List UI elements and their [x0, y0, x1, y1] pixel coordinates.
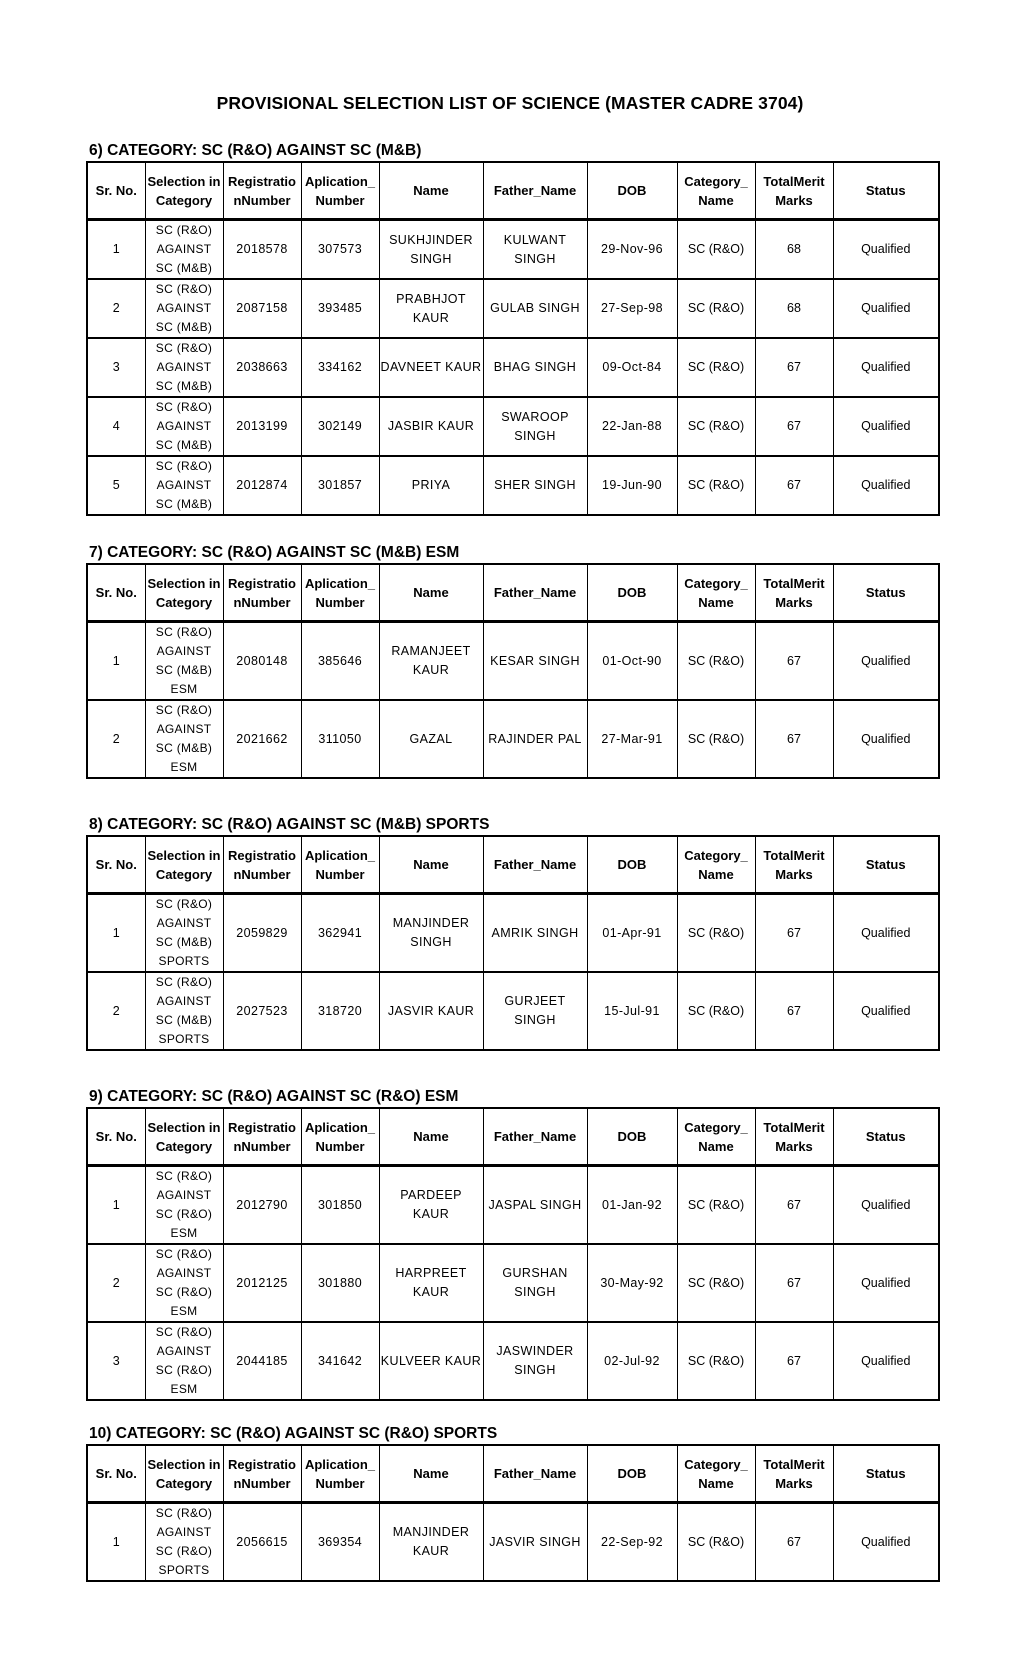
cell-application-number: 301857: [301, 456, 379, 515]
cell-category-name: SC (R&O): [677, 622, 755, 701]
cell-sr-no: 1: [87, 622, 145, 701]
section-6: [86, 140, 938, 516]
column-header-status: Status: [833, 836, 939, 894]
column-header-category-name: Category_ Name: [677, 1445, 755, 1503]
cell-sr-no: 2: [87, 279, 145, 338]
column-header-application-number: Aplication_ Number: [301, 162, 379, 220]
cell-total-merit-marks: 67: [755, 456, 833, 515]
cell-status: Qualified: [833, 338, 939, 397]
cell-sr-no: 2: [87, 1244, 145, 1322]
section-8: [86, 814, 938, 1051]
cell-selection-category: SC (R&O) AGAINST SC (M&B) SPORTS: [145, 894, 223, 973]
cell-category-name: SC (R&O): [677, 1166, 755, 1245]
section-heading: 9) CATEGORY: SC (R&O) AGAINST SC (R&O) ESM: [89, 1088, 459, 1105]
cell-dob: 15-Jul-91: [587, 972, 677, 1050]
cell-status: Qualified: [833, 456, 939, 515]
cell-selection-category: SC (R&O) AGAINST SC (M&B) SPORTS: [145, 972, 223, 1050]
column-header-dob: DOB: [587, 836, 677, 894]
column-header-name: Name: [379, 836, 483, 894]
cell-father-name: RAJINDER PAL: [483, 700, 587, 778]
cell-total-merit-marks: 67: [755, 1244, 833, 1322]
cell-application-number: 341642: [301, 1322, 379, 1400]
cell-sr-no: 5: [87, 456, 145, 515]
cell-dob: 22-Sep-92: [587, 1503, 677, 1582]
cell-name: JASBIR KAUR: [379, 397, 483, 456]
cell-registration-number: 2012874: [223, 456, 301, 515]
cell-status: Qualified: [833, 1322, 939, 1400]
header-row: [87, 162, 939, 220]
column-header-father-name: Father_Name: [483, 1108, 587, 1166]
cell-selection-category: SC (R&O) AGAINST SC (M&B): [145, 220, 223, 280]
column-header-dob: DOB: [587, 1445, 677, 1503]
selection-table: [86, 835, 940, 1051]
cell-name: SUKHJINDER SINGH: [379, 220, 483, 280]
cell-total-merit-marks: 67: [755, 397, 833, 456]
cell-name: PARDEEP KAUR: [379, 1166, 483, 1245]
cell-status: Qualified: [833, 397, 939, 456]
column-header-application-number: Aplication_ Number: [301, 1108, 379, 1166]
cell-name: JASVIR KAUR: [379, 972, 483, 1050]
cell-name: KULVEER KAUR: [379, 1322, 483, 1400]
cell-dob: 30-May-92: [587, 1244, 677, 1322]
section-heading: 6) CATEGORY: SC (R&O) AGAINST SC (M&B): [89, 142, 422, 159]
cell-sr-no: 3: [87, 1322, 145, 1400]
cell-registration-number: 2027523: [223, 972, 301, 1050]
column-header-dob: DOB: [587, 162, 677, 220]
cell-category-name: SC (R&O): [677, 1503, 755, 1582]
cell-status: Qualified: [833, 1503, 939, 1582]
cell-category-name: SC (R&O): [677, 279, 755, 338]
selection-table: [86, 1107, 940, 1401]
cell-category-name: SC (R&O): [677, 700, 755, 778]
cell-total-merit-marks: 68: [755, 220, 833, 280]
column-header-name: Name: [379, 564, 483, 622]
column-header-registration-number: Registratio nNumber: [223, 564, 301, 622]
column-header-father-name: Father_Name: [483, 1445, 587, 1503]
table-row: [87, 220, 939, 280]
column-header-registration-number: Registratio nNumber: [223, 162, 301, 220]
column-header-name: Name: [379, 1108, 483, 1166]
table-row: [87, 1166, 939, 1245]
cell-status: Qualified: [833, 622, 939, 701]
cell-dob: 22-Jan-88: [587, 397, 677, 456]
cell-selection-category: SC (R&O) AGAINST SC (M&B): [145, 338, 223, 397]
cell-application-number: 318720: [301, 972, 379, 1050]
cell-registration-number: 2012790: [223, 1166, 301, 1245]
cell-category-name: SC (R&O): [677, 1244, 755, 1322]
table-row: [87, 1503, 939, 1582]
cell-father-name: SWAROOP SINGH: [483, 397, 587, 456]
cell-application-number: 301880: [301, 1244, 379, 1322]
cell-father-name: JASPAL SINGH: [483, 1166, 587, 1245]
page-title: PROVISIONAL SELECTION LIST OF SCIENCE (MASTER CADRE 3704): [216, 93, 804, 113]
cell-application-number: 369354: [301, 1503, 379, 1582]
cell-total-merit-marks: 67: [755, 338, 833, 397]
cell-dob: 02-Jul-92: [587, 1322, 677, 1400]
column-header-application-number: Aplication_ Number: [301, 1445, 379, 1503]
cell-name: RAMANJEET KAUR: [379, 622, 483, 701]
cell-dob: 01-Jan-92: [587, 1166, 677, 1245]
column-header-sr-no: Sr. No.: [87, 1108, 145, 1166]
cell-total-merit-marks: 67: [755, 972, 833, 1050]
column-header-selection-category: Selection in Category: [145, 162, 223, 220]
cell-sr-no: 1: [87, 1503, 145, 1582]
selection-table: [86, 563, 940, 779]
cell-application-number: 393485: [301, 279, 379, 338]
cell-sr-no: 1: [87, 1166, 145, 1245]
cell-father-name: GURSHAN SINGH: [483, 1244, 587, 1322]
cell-status: Qualified: [833, 972, 939, 1050]
column-header-father-name: Father_Name: [483, 836, 587, 894]
cell-registration-number: 2013199: [223, 397, 301, 456]
column-header-total-merit-marks: TotalMerit Marks: [755, 564, 833, 622]
column-header-dob: DOB: [587, 564, 677, 622]
table-row: [87, 1244, 939, 1322]
cell-registration-number: 2021662: [223, 700, 301, 778]
cell-registration-number: 2018578: [223, 220, 301, 280]
cell-status: Qualified: [833, 1244, 939, 1322]
column-header-total-merit-marks: TotalMerit Marks: [755, 1108, 833, 1166]
cell-name: GAZAL: [379, 700, 483, 778]
table-row: [87, 894, 939, 973]
cell-application-number: 334162: [301, 338, 379, 397]
cell-dob: 27-Mar-91: [587, 700, 677, 778]
cell-name: DAVNEET KAUR: [379, 338, 483, 397]
cell-application-number: 311050: [301, 700, 379, 778]
cell-total-merit-marks: 67: [755, 622, 833, 701]
section-9: [86, 1086, 938, 1401]
column-header-selection-category: Selection in Category: [145, 1108, 223, 1166]
cell-selection-category: SC (R&O) AGAINST SC (R&O) ESM: [145, 1322, 223, 1400]
cell-category-name: SC (R&O): [677, 972, 755, 1050]
column-header-dob: DOB: [587, 1108, 677, 1166]
column-header-application-number: Aplication_ Number: [301, 564, 379, 622]
column-header-status: Status: [833, 1108, 939, 1166]
cell-status: Qualified: [833, 220, 939, 280]
cell-registration-number: 2044185: [223, 1322, 301, 1400]
column-header-sr-no: Sr. No.: [87, 162, 145, 220]
cell-total-merit-marks: 67: [755, 894, 833, 973]
cell-name: PRABHJOT KAUR: [379, 279, 483, 338]
column-header-sr-no: Sr. No.: [87, 1445, 145, 1503]
cell-father-name: KULWANT SINGH: [483, 220, 587, 280]
column-header-category-name: Category_ Name: [677, 836, 755, 894]
column-header-selection-category: Selection in Category: [145, 836, 223, 894]
section-heading: 10) CATEGORY: SC (R&O) AGAINST SC (R&O) SPORTS: [89, 1425, 498, 1442]
cell-name: HARPREET KAUR: [379, 1244, 483, 1322]
cell-selection-category: SC (R&O) AGAINST SC (M&B): [145, 279, 223, 338]
cell-selection-category: SC (R&O) AGAINST SC (R&O) SPORTS: [145, 1503, 223, 1582]
cell-name: PRIYA: [379, 456, 483, 515]
column-header-category-name: Category_ Name: [677, 162, 755, 220]
selection-table: [86, 161, 940, 516]
column-header-father-name: Father_Name: [483, 564, 587, 622]
cell-registration-number: 2080148: [223, 622, 301, 701]
column-header-category-name: Category_ Name: [677, 1108, 755, 1166]
cell-status: Qualified: [833, 279, 939, 338]
cell-father-name: SHER SINGH: [483, 456, 587, 515]
table-row: [87, 397, 939, 456]
cell-father-name: KESAR SINGH: [483, 622, 587, 701]
cell-sr-no: 3: [87, 338, 145, 397]
column-header-selection-category: Selection in Category: [145, 564, 223, 622]
cell-dob: 27-Sep-98: [587, 279, 677, 338]
section-heading: 7) CATEGORY: SC (R&O) AGAINST SC (M&B) ESM: [89, 544, 460, 561]
column-header-application-number: Aplication_ Number: [301, 836, 379, 894]
cell-total-merit-marks: 68: [755, 279, 833, 338]
cell-registration-number: 2056615: [223, 1503, 301, 1582]
table-row: [87, 700, 939, 778]
column-header-registration-number: Registratio nNumber: [223, 836, 301, 894]
cell-selection-category: SC (R&O) AGAINST SC (R&O) ESM: [145, 1244, 223, 1322]
column-header-name: Name: [379, 162, 483, 220]
cell-registration-number: 2038663: [223, 338, 301, 397]
header-row: [87, 1445, 939, 1503]
cell-application-number: 385646: [301, 622, 379, 701]
cell-registration-number: 2087158: [223, 279, 301, 338]
column-header-status: Status: [833, 1445, 939, 1503]
cell-sr-no: 1: [87, 894, 145, 973]
cell-registration-number: 2012125: [223, 1244, 301, 1322]
column-header-registration-number: Registratio nNumber: [223, 1445, 301, 1503]
table-row: [87, 1322, 939, 1400]
cell-dob: 01-Oct-90: [587, 622, 677, 701]
column-header-sr-no: Sr. No.: [87, 564, 145, 622]
cell-sr-no: 1: [87, 220, 145, 280]
cell-dob: 29-Nov-96: [587, 220, 677, 280]
cell-category-name: SC (R&O): [677, 1322, 755, 1400]
column-header-status: Status: [833, 564, 939, 622]
cell-category-name: SC (R&O): [677, 220, 755, 280]
cell-dob: 09-Oct-84: [587, 338, 677, 397]
cell-application-number: 302149: [301, 397, 379, 456]
cell-category-name: SC (R&O): [677, 338, 755, 397]
cell-category-name: SC (R&O): [677, 456, 755, 515]
cell-application-number: 307573: [301, 220, 379, 280]
column-header-registration-number: Registratio nNumber: [223, 1108, 301, 1166]
cell-registration-number: 2059829: [223, 894, 301, 973]
section-10: [86, 1423, 938, 1582]
cell-status: Qualified: [833, 700, 939, 778]
cell-category-name: SC (R&O): [677, 894, 755, 973]
header-row: [87, 564, 939, 622]
table-row: [87, 622, 939, 701]
cell-name: MANJINDER SINGH: [379, 894, 483, 973]
section-7: [86, 542, 938, 779]
cell-total-merit-marks: 67: [755, 1166, 833, 1245]
cell-application-number: 362941: [301, 894, 379, 973]
cell-selection-category: SC (R&O) AGAINST SC (M&B): [145, 456, 223, 515]
cell-dob: 19-Jun-90: [587, 456, 677, 515]
column-header-category-name: Category_ Name: [677, 564, 755, 622]
column-header-sr-no: Sr. No.: [87, 836, 145, 894]
cell-father-name: AMRIK SINGH: [483, 894, 587, 973]
selection-table: [86, 1444, 940, 1582]
cell-father-name: GURJEET SINGH: [483, 972, 587, 1050]
cell-application-number: 301850: [301, 1166, 379, 1245]
column-header-total-merit-marks: TotalMerit Marks: [755, 162, 833, 220]
cell-category-name: SC (R&O): [677, 397, 755, 456]
cell-selection-category: SC (R&O) AGAINST SC (M&B) ESM: [145, 622, 223, 701]
cell-selection-category: SC (R&O) AGAINST SC (M&B) ESM: [145, 700, 223, 778]
cell-total-merit-marks: 67: [755, 1322, 833, 1400]
cell-sr-no: 2: [87, 972, 145, 1050]
cell-status: Qualified: [833, 894, 939, 973]
column-header-father-name: Father_Name: [483, 162, 587, 220]
cell-sr-no: 4: [87, 397, 145, 456]
section-heading: 8) CATEGORY: SC (R&O) AGAINST SC (M&B) SPORTS: [89, 816, 490, 833]
cell-total-merit-marks: 67: [755, 1503, 833, 1582]
table-row: [87, 338, 939, 397]
header-row: [87, 1108, 939, 1166]
cell-status: Qualified: [833, 1166, 939, 1245]
table-row: [87, 456, 939, 515]
cell-father-name: BHAG SINGH: [483, 338, 587, 397]
column-header-total-merit-marks: TotalMerit Marks: [755, 1445, 833, 1503]
table-row: [87, 972, 939, 1050]
column-header-status: Status: [833, 162, 939, 220]
cell-sr-no: 2: [87, 700, 145, 778]
cell-total-merit-marks: 67: [755, 700, 833, 778]
header-row: [87, 836, 939, 894]
cell-selection-category: SC (R&O) AGAINST SC (M&B): [145, 397, 223, 456]
cell-father-name: GULAB SINGH: [483, 279, 587, 338]
column-header-name: Name: [379, 1445, 483, 1503]
cell-dob: 01-Apr-91: [587, 894, 677, 973]
column-header-total-merit-marks: TotalMerit Marks: [755, 836, 833, 894]
cell-selection-category: SC (R&O) AGAINST SC (R&O) ESM: [145, 1166, 223, 1245]
column-header-selection-category: Selection in Category: [145, 1445, 223, 1503]
cell-name: MANJINDER KAUR: [379, 1503, 483, 1582]
cell-father-name: JASVIR SINGH: [483, 1503, 587, 1582]
cell-father-name: JASWINDER SINGH: [483, 1322, 587, 1400]
table-row: [87, 279, 939, 338]
